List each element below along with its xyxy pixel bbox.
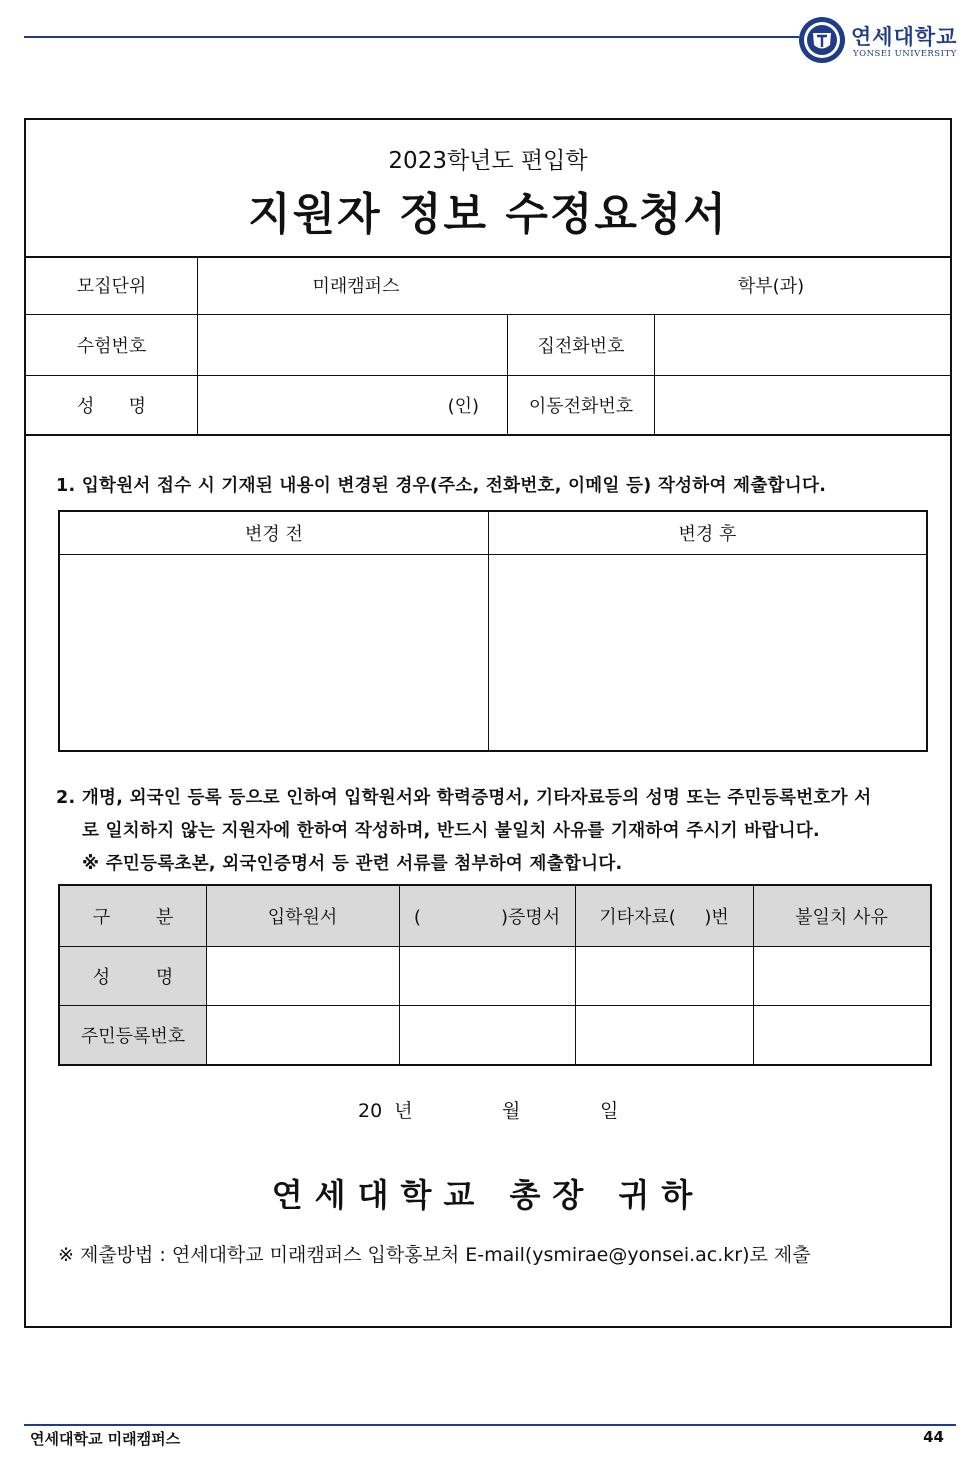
- exam-number-label: 수험번호: [76, 335, 147, 357]
- logo-korean-text: 연세대학교: [851, 25, 958, 49]
- seal-mark: (인): [447, 395, 479, 417]
- before-change-field[interactable]: [60, 555, 488, 750]
- exam-number-field[interactable]: [198, 314, 507, 375]
- application-form: [24, 118, 952, 1328]
- mismatch-header-application: 입학원서: [267, 907, 338, 928]
- header-rule: [24, 36, 799, 38]
- mismatch-row-name-label: 성 명: [92, 966, 174, 988]
- mismatch-name-other-field[interactable]: [576, 947, 752, 1004]
- mismatch-id-certificate-field[interactable]: [400, 1006, 574, 1062]
- name-field[interactable]: [198, 375, 507, 434]
- form-subtitle: 2023학년도 편입학: [388, 148, 588, 174]
- university-logo: [797, 15, 957, 69]
- mismatch-header-reason: 불일치 사유: [795, 907, 888, 928]
- after-change-field[interactable]: [489, 555, 926, 750]
- department-field[interactable]: 학부(과): [737, 276, 805, 297]
- page-number: 44: [923, 1428, 944, 1446]
- recruit-unit-label: 모집단위: [76, 276, 147, 297]
- mobile-phone-label: 이동전화번호: [528, 395, 634, 417]
- footer-campus: 연세대학교 미래캠퍼스: [30, 1430, 181, 1448]
- mismatch-name-certificate-field[interactable]: [400, 947, 574, 1004]
- footer-rule: [24, 1424, 956, 1426]
- mismatch-id-other-field[interactable]: [576, 1006, 752, 1062]
- form-title: 지원자 정보 수정요청서: [248, 189, 728, 240]
- campus-text: 미래캠퍼스: [312, 276, 400, 297]
- addressee-text: 연세대학교 총장 귀하: [271, 1176, 705, 1214]
- date-month[interactable]: 월: [502, 1100, 521, 1122]
- section2-note-line1: 2. 개명, 외국인 등록 등으로 인하여 입학원서와 학력증명서, 기타자료등의 성명 또는 주민등록번호가 서: [56, 788, 872, 808]
- section2-note-line3: ※ 주민등록초본, 외국인증명서 등 관련 서류를 첨부하여 제출합니다.: [82, 854, 623, 874]
- section2-note-line2: 로 일치하지 않는 지원자에 한하여 작성하며, 반드시 불일치 사유를 기재하여 주시기 바랍니다.: [82, 821, 821, 841]
- submission-method-note: ※ 제출방법 : 연세대학교 미래캠퍼스 입학홍보처 E-mail(ysmirae@yonsei.ac.kr)로 제출: [58, 1244, 811, 1266]
- mismatch-header-certificate: ( )증명서: [413, 907, 561, 928]
- home-phone-label: 집전화번호: [537, 335, 625, 357]
- home-phone-field[interactable]: [655, 314, 952, 375]
- info-grid-line: [26, 434, 950, 436]
- mismatch-table: [58, 884, 932, 1066]
- mobile-phone-field[interactable]: [655, 375, 952, 434]
- before-change-header: 변경 전: [245, 524, 303, 545]
- mismatch-header-category: 구 분: [92, 907, 174, 928]
- form-title-block: [26, 120, 950, 258]
- mismatch-header-other-docs: 기타자료( )번: [599, 907, 729, 928]
- section1-note: 1. 입학원서 접수 시 기재된 내용이 변경된 경우(주소, 전화번호, 이메일 등) 작성하여 제출합니다.: [56, 476, 827, 496]
- change-table: [58, 510, 928, 752]
- yonsei-emblem-icon: [797, 15, 847, 65]
- mismatch-row-id-label: 주민등록번호: [80, 1025, 186, 1047]
- mismatch-id-reason-field[interactable]: [754, 1006, 928, 1062]
- after-change-header: 변경 후: [678, 524, 737, 545]
- mismatch-id-application-field[interactable]: [207, 1006, 398, 1062]
- date-day[interactable]: 일: [600, 1100, 619, 1122]
- name-label: 성 명: [76, 395, 147, 417]
- logo-english-text: YONSEI UNIVERSITY: [853, 49, 957, 59]
- date-year[interactable]: 20 년: [358, 1100, 413, 1122]
- mismatch-name-reason-field[interactable]: [754, 947, 928, 1004]
- mismatch-name-application-field[interactable]: [207, 947, 398, 1004]
